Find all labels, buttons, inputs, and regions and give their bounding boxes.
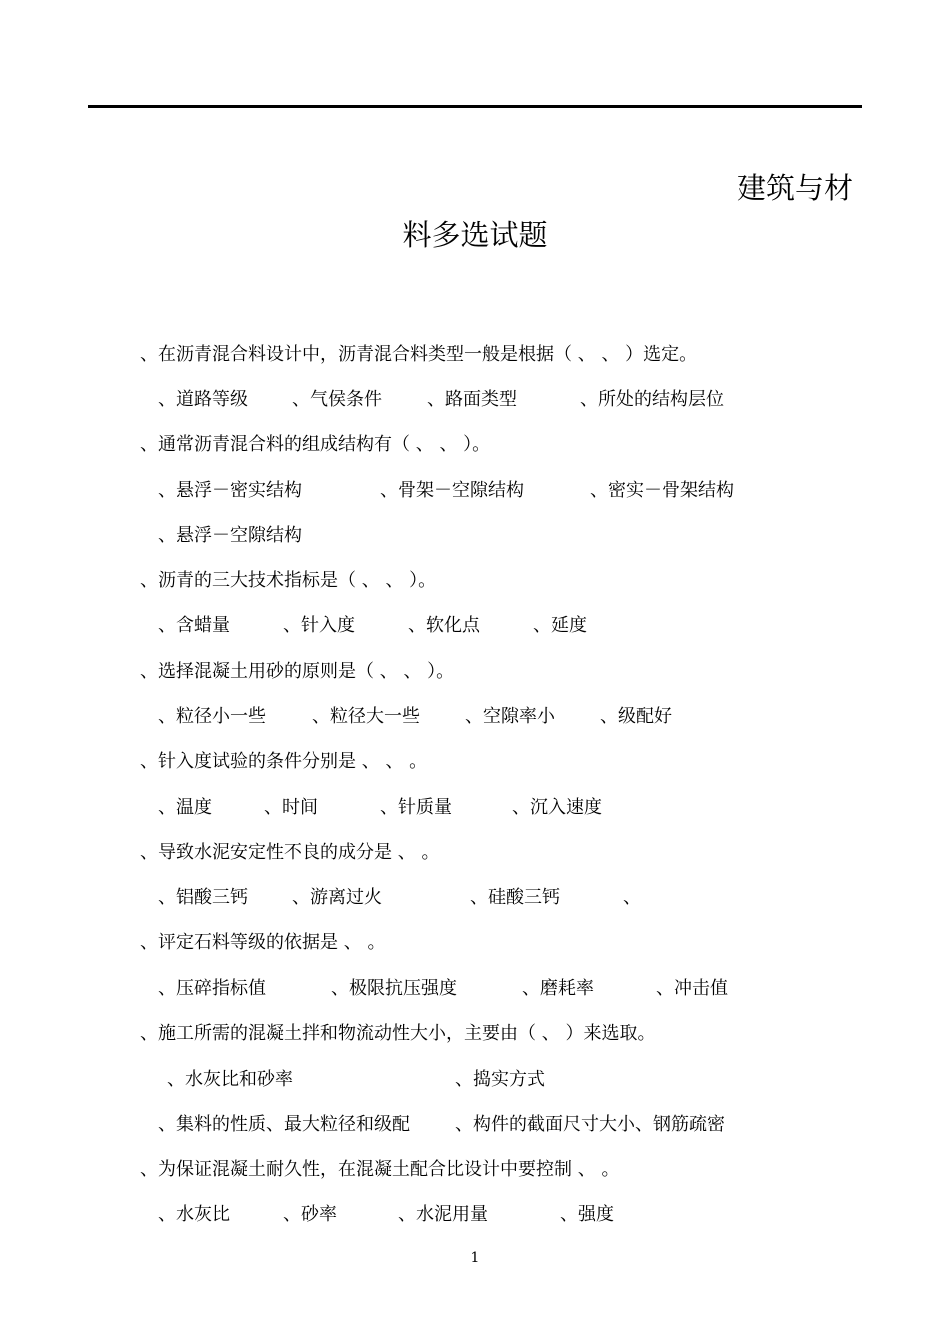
option: 、	[623, 887, 641, 908]
option: 、水灰比和砂率	[167, 1069, 293, 1090]
question-2: 、通常沥青混合料的组成结构有（ 、 、 ）。	[140, 434, 491, 455]
option: 、粒径大一些	[312, 706, 420, 727]
option: 、强度	[560, 1204, 614, 1225]
question-1: 、在沥青混合料设计中，沥青混合料类型一般是根据（ 、 、 ）选定。	[140, 344, 698, 365]
option: 、时间	[264, 797, 318, 818]
title-line-1: 建筑与材	[736, 171, 853, 205]
option: 、道路等级	[158, 389, 248, 410]
option: 、冲击值	[656, 978, 728, 999]
option: 、水灰比	[158, 1204, 230, 1225]
title-line-2: 料多选试题	[402, 218, 548, 252]
option: 、构件的截面尺寸大小、钢筋疏密	[455, 1114, 725, 1135]
option: 、级配好	[600, 706, 672, 727]
option: 、砂率	[283, 1204, 337, 1225]
option: 、游离过火	[292, 887, 382, 908]
option: 、软化点	[408, 615, 480, 636]
option: 、密实－骨架结构	[590, 480, 734, 501]
question-9: 、为保证混凝土耐久性，在混凝土配合比设计中要控制 、 。	[140, 1159, 620, 1180]
option: 、铝酸三钙	[158, 887, 248, 908]
option: 、硅酸三钙	[470, 887, 560, 908]
question-5: 、针入度试验的条件分别是 、 、 。	[140, 751, 428, 772]
option: 、骨架－空隙结构	[380, 480, 524, 501]
question-6: 、导致水泥安定性不良的成分是 、 。	[140, 842, 440, 863]
option: 、水泥用量	[398, 1204, 488, 1225]
question-7: 、评定石料等级的依据是 、 。	[140, 932, 386, 953]
option: 、沉入速度	[512, 797, 602, 818]
option: 、粒径小一些	[158, 706, 266, 727]
option: 、极限抗压强度	[331, 978, 457, 999]
option: 、磨耗率	[522, 978, 594, 999]
option: 、压碎指标值	[158, 978, 266, 999]
option: 、所处的结构层位	[580, 389, 724, 410]
option: 、捣实方式	[455, 1069, 545, 1090]
option: 、温度	[158, 797, 212, 818]
option: 、气侯条件	[292, 389, 382, 410]
option: 、空隙率小	[465, 706, 555, 727]
option: 、集料的性质、最大粒径和级配	[158, 1114, 410, 1135]
question-4: 、选择混凝土用砂的原则是（ 、 、 ）。	[140, 661, 455, 682]
header-rule	[88, 105, 862, 108]
option: 、含蜡量	[158, 615, 230, 636]
option: 、悬浮－空隙结构	[158, 525, 302, 546]
option: 、悬浮－密实结构	[158, 480, 302, 501]
option: 、延度	[533, 615, 587, 636]
page-number: 1	[470, 1250, 480, 1266]
option: 、路面类型	[427, 389, 517, 410]
question-8: 、施工所需的混凝土拌和物流动性大小，主要由（ 、 ）来选取。	[140, 1023, 656, 1044]
option: 、针入度	[283, 615, 355, 636]
option: 、针质量	[380, 797, 452, 818]
question-3: 、沥青的三大技术指标是（ 、 、 ）。	[140, 570, 437, 591]
